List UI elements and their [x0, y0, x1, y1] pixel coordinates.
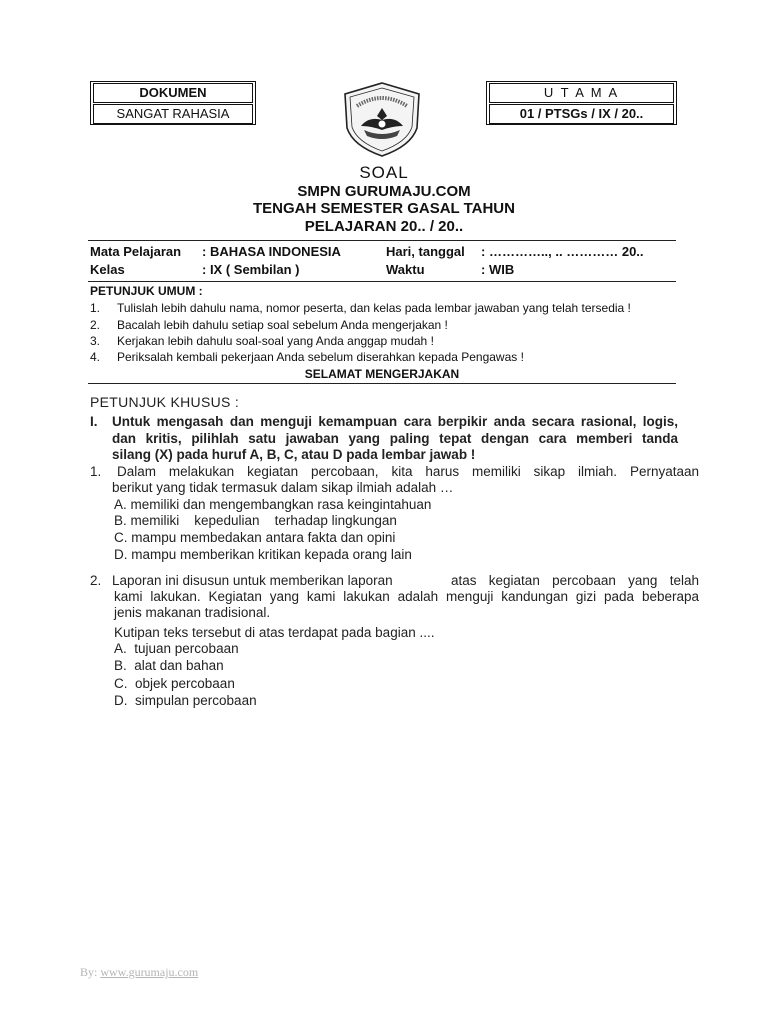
class-value: : IX ( Sembilan )	[202, 262, 300, 277]
confidentiality-label: SANGAT RAHASIA	[93, 104, 253, 124]
instruction-text: Periksalah kembali pekerjaan Anda sebelum diserahkan kepada Pengawas !	[117, 350, 524, 364]
time-label: Waktu	[386, 262, 425, 277]
instruction-item	[90, 334, 434, 348]
answer-option[interactable]: C. mampu membedakan antara fakta dan opini	[114, 530, 396, 545]
date-label: Hari, tanggal	[386, 244, 465, 259]
instruction-number: 4.	[90, 350, 101, 364]
divider	[88, 281, 676, 282]
document-classification-box	[90, 81, 256, 125]
specific-instructions-heading: PETUNJUK KHUSUS :	[90, 394, 240, 410]
utama-label: U T A M A	[489, 83, 674, 103]
instruction-item	[90, 318, 448, 332]
class-label: Kelas	[90, 262, 125, 277]
question-text: Dalam melakukan kegiatan percobaan, kita harus memiliki sikap ilmiah. Pernyataan	[117, 464, 699, 479]
document-label: DOKUMEN	[93, 83, 253, 103]
question-text: Laporan ini disusun untuk memberikan laporan	[112, 573, 393, 588]
instruction-number: 2.	[90, 318, 101, 332]
section-instruction-line: dan kritis, pilihlah satu jawaban yang paling tepat dengan cara memberi tanda	[112, 431, 678, 446]
answer-option[interactable]: B. alat dan bahan	[114, 658, 224, 673]
answer-option[interactable]: D. mampu memberikan kritikan kepada orang lain	[114, 547, 412, 562]
question-text: jenis makanan tradisional.	[114, 605, 271, 620]
school-emblem-icon	[339, 80, 425, 158]
instruction-item	[90, 350, 524, 364]
instruction-text: Tulislah lebih dahulu nama, nomor peserta, dan kelas pada lembar jawaban yang telah tersedia !	[117, 301, 631, 315]
page-title: SOAL	[359, 163, 409, 182]
exam-code-box	[486, 81, 677, 125]
time-value: : WIB	[481, 262, 515, 277]
answer-option[interactable]: C. objek percobaan	[114, 676, 235, 691]
footer-link[interactable]: www.gurumaju.com	[100, 965, 199, 979]
question-text: berikut yang tidak termasuk dalam sikap ilmiah adalah …	[112, 480, 454, 495]
exam-title-line2: PELAJARAN 20.. / 20..	[304, 218, 464, 235]
closing-message: SELAMAT MENGERJAKAN	[304, 367, 460, 381]
instruction-text: Kerjakan lebih dahulu soal-soal yang Anda anggap mudah !	[117, 334, 434, 348]
footer-credit	[80, 965, 198, 980]
instruction-number: 3.	[90, 334, 101, 348]
school-name: SMPN GURUMAJU.COM	[297, 183, 471, 200]
question-prompt: Kutipan teks tersebut di atas terdapat pada bagian ....	[114, 625, 435, 640]
subject-value: : BAHASA INDONESIA	[202, 244, 341, 259]
question-number: 2.	[90, 573, 102, 588]
divider	[88, 240, 676, 241]
section-instruction-line: Untuk mengasah dan menguji kemampuan cara berpikir anda secara rasional, logis,	[112, 414, 678, 429]
question-text: atas kegiatan percobaan yang telah	[451, 573, 699, 588]
divider	[88, 383, 676, 384]
footer-prefix: By:	[80, 965, 101, 979]
answer-option[interactable]: A. memiliki dan mengembangkan rasa keingintahuan	[114, 497, 432, 512]
question-text: kami lakukan. Kegiatan yang kami lakukan adalah menguji kandungan gizi pada beberapa	[114, 589, 699, 604]
instruction-text: Bacalah lebih dahulu setiap soal sebelum Anda mengerjakan !	[117, 318, 448, 332]
question-number: 1.	[90, 464, 102, 479]
date-value: : ………….., .. ………… 20..	[481, 244, 644, 259]
section-number: I.	[90, 414, 98, 429]
section-instruction-line: silang (X) pada huruf A, B, C, atau D pada lembar jawab !	[112, 447, 476, 462]
answer-option[interactable]: B. memiliki kepedulian terhadap lingkungan	[114, 513, 397, 528]
instruction-number: 1.	[90, 301, 101, 315]
subject-label: Mata Pelajaran	[90, 244, 182, 259]
answer-option[interactable]: A. tujuan percobaan	[114, 641, 239, 656]
exam-title-line1: TENGAH SEMESTER GASAL TAHUN	[253, 200, 515, 217]
general-instructions-heading: PETUNJUK UMUM :	[90, 284, 203, 298]
answer-option[interactable]: D. simpulan percobaan	[114, 693, 257, 708]
instruction-item	[90, 301, 631, 315]
exam-code: 01 / PTSGs / IX / 20..	[489, 104, 674, 124]
